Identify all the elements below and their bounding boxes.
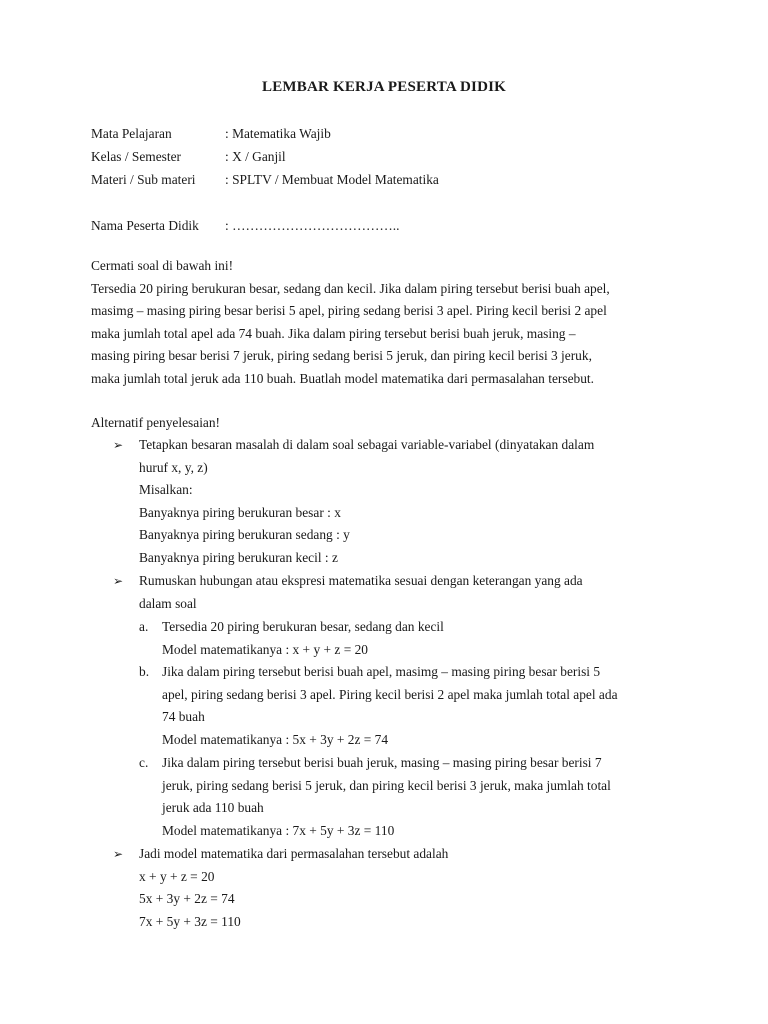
problem-intro: Cermati soal di bawah ini!	[91, 258, 234, 273]
sub-item-letter: a.	[139, 619, 149, 634]
sub-item-c	[139, 752, 699, 842]
sub-item-letter: c.	[139, 755, 149, 770]
sub-item-line: Model matematikanya : 7x + 5y + 3z = 110	[162, 822, 395, 838]
solution-step-3	[91, 843, 691, 933]
sub-item-line: apel, piring sedang berisi 3 apel. Piring kecil berisi 2 apel maka jumlah total apel ada	[162, 686, 618, 702]
step-line: Banyaknya piring berukuran besar : x	[139, 504, 341, 520]
problem-line: maka jumlah total apel ada 74 buah. Jika dalam piring tersebut berisi buah jeruk, masing –	[91, 325, 576, 341]
solution-step-2	[91, 570, 691, 615]
arrow-bullet-icon: ➢	[113, 574, 124, 588]
sub-item-line: Model matematikanya : 5x + 3y + 2z = 74	[162, 731, 389, 747]
class-value: : X / Ganjil	[225, 149, 286, 164]
material-value: : SPLTV / Membuat Model Matematika	[225, 172, 439, 187]
problem-line: Tersedia 20 piring berukuran besar, sedang dan kecil. Jika dalam piring tersebut berisi buah apel,	[91, 280, 610, 296]
equation-line: 5x + 3y + 2z = 74	[139, 891, 235, 907]
sub-item-a	[139, 616, 699, 661]
sub-item-line: jeruk, piring sedang berisi 5 jeruk, dan piring kecil berisi 3 jeruk, maka jumlah total	[162, 777, 611, 793]
step-line: Jadi model matematika dari permasalahan tersebut adalah	[139, 846, 449, 861]
student-name-blank: : ………………………………..	[225, 218, 400, 233]
step-line: Banyaknya piring berukuran kecil : z	[139, 549, 338, 565]
sub-item-line: 74 buah	[162, 709, 205, 725]
solution-heading: Alternatif penyelesaian!	[91, 415, 221, 430]
solution-step-1	[91, 434, 691, 570]
arrow-bullet-icon: ➢	[113, 438, 124, 452]
step-line: huruf x, y, z)	[139, 459, 208, 475]
sub-item-line: Model matematikanya : x + y + z = 20	[162, 641, 368, 657]
step-line: dalam soal	[139, 595, 197, 611]
sub-item-line: Tersedia 20 piring berukuran besar, sedang dan kecil	[162, 619, 444, 634]
subject-value: : Matematika Wajib	[225, 126, 331, 141]
sub-item-line: Jika dalam piring tersebut berisi buah jeruk, masing – masing piring besar berisi 7	[162, 755, 602, 770]
class-label: Kelas / Semester	[91, 149, 181, 164]
arrow-bullet-icon: ➢	[113, 847, 124, 861]
step-line: Banyaknya piring berukuran sedang : y	[139, 527, 350, 543]
material-label: Materi / Sub materi	[91, 172, 196, 187]
sub-item-line: jeruk ada 110 buah	[162, 800, 264, 816]
step-line: Tetapkan besaran masalah di dalam soal sebagai variable-variabel (dinyatakan dalam	[139, 437, 595, 452]
sub-item-b	[139, 661, 699, 751]
student-name-label: Nama Peserta Didik	[91, 218, 199, 233]
step-line: Rumuskan hubungan atau ekspresi matematika sesuai dengan keterangan yang ada	[139, 573, 583, 588]
equation-line: 7x + 5y + 3z = 110	[139, 913, 241, 929]
subject-label: Mata Pelajaran	[91, 126, 172, 141]
problem-line: masimg – masing piring besar berisi 5 apel, piring sedang berisi 3 apel. Piring kecil berisi 2 apel	[91, 303, 607, 319]
problem-section	[91, 255, 691, 391]
problem-line: maka jumlah total jeruk ada 110 buah. Buatlah model matematika dari permasalahan tersebut.	[91, 370, 594, 386]
problem-line: masing piring besar berisi 7 jeruk, piring sedang berisi 5 jeruk, dan piring kecil berisi 3 jeruk,	[91, 348, 592, 364]
worksheet-title: LEMBAR KERJA PESERTA DIDIK	[261, 79, 507, 95]
solution-heading-block	[91, 412, 691, 435]
equation-line: x + y + z = 20	[139, 868, 215, 884]
sub-item-line: Jika dalam piring tersebut berisi buah apel, masimg – masing piring besar berisi 5	[162, 664, 601, 679]
step-line: Misalkan:	[139, 482, 193, 498]
sub-item-letter: b.	[139, 664, 150, 679]
